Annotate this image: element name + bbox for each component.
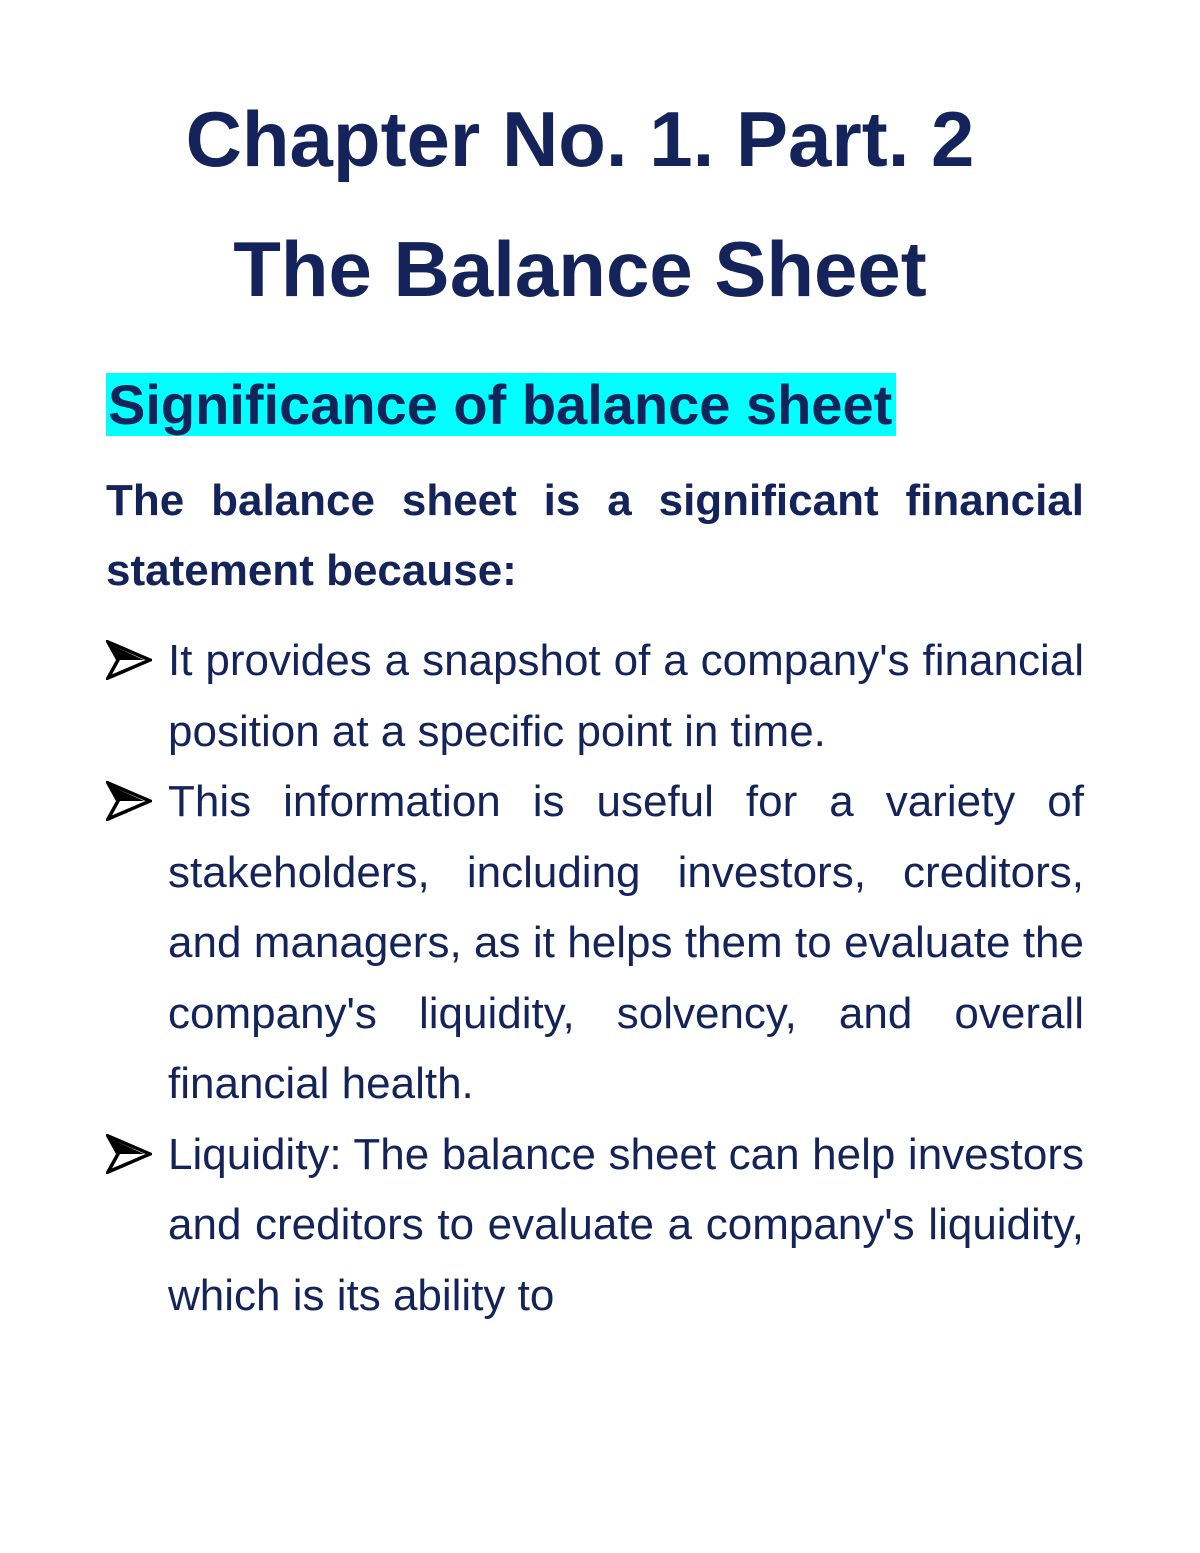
bullet-text: This information is useful for a variety of stakeholders, including investors, creditors, and managers, as it helps them to evaluate the company's liquidity, solvency, and overall financial health. bbox=[168, 777, 1084, 1108]
section-heading bbox=[106, 370, 896, 440]
intro-paragraph: The balance sheet is a significant financial statement because: bbox=[106, 476, 1084, 595]
list-item bbox=[106, 1120, 1084, 1332]
list-item bbox=[106, 626, 1084, 767]
chapter-title: Chapter No. 1. Part. 2 bbox=[185, 95, 975, 183]
list-item bbox=[106, 767, 1084, 1120]
bullet-list bbox=[106, 626, 1084, 1331]
arrowhead-bullet-icon bbox=[106, 1134, 152, 1174]
arrowhead-bullet-icon bbox=[106, 640, 152, 680]
arrowhead-bullet-icon bbox=[106, 781, 152, 821]
highlighted-heading-text: Significance of balance sheet bbox=[106, 373, 896, 436]
bullet-text: It provides a snapshot of a company's financial position at a specific point in time. bbox=[168, 636, 1084, 756]
document-title: The Balance Sheet bbox=[233, 225, 927, 313]
bullet-text: Liquidity: The balance sheet can help investors and creditors to evaluate a company's liquidity, which is its ability to bbox=[168, 1129, 1084, 1320]
